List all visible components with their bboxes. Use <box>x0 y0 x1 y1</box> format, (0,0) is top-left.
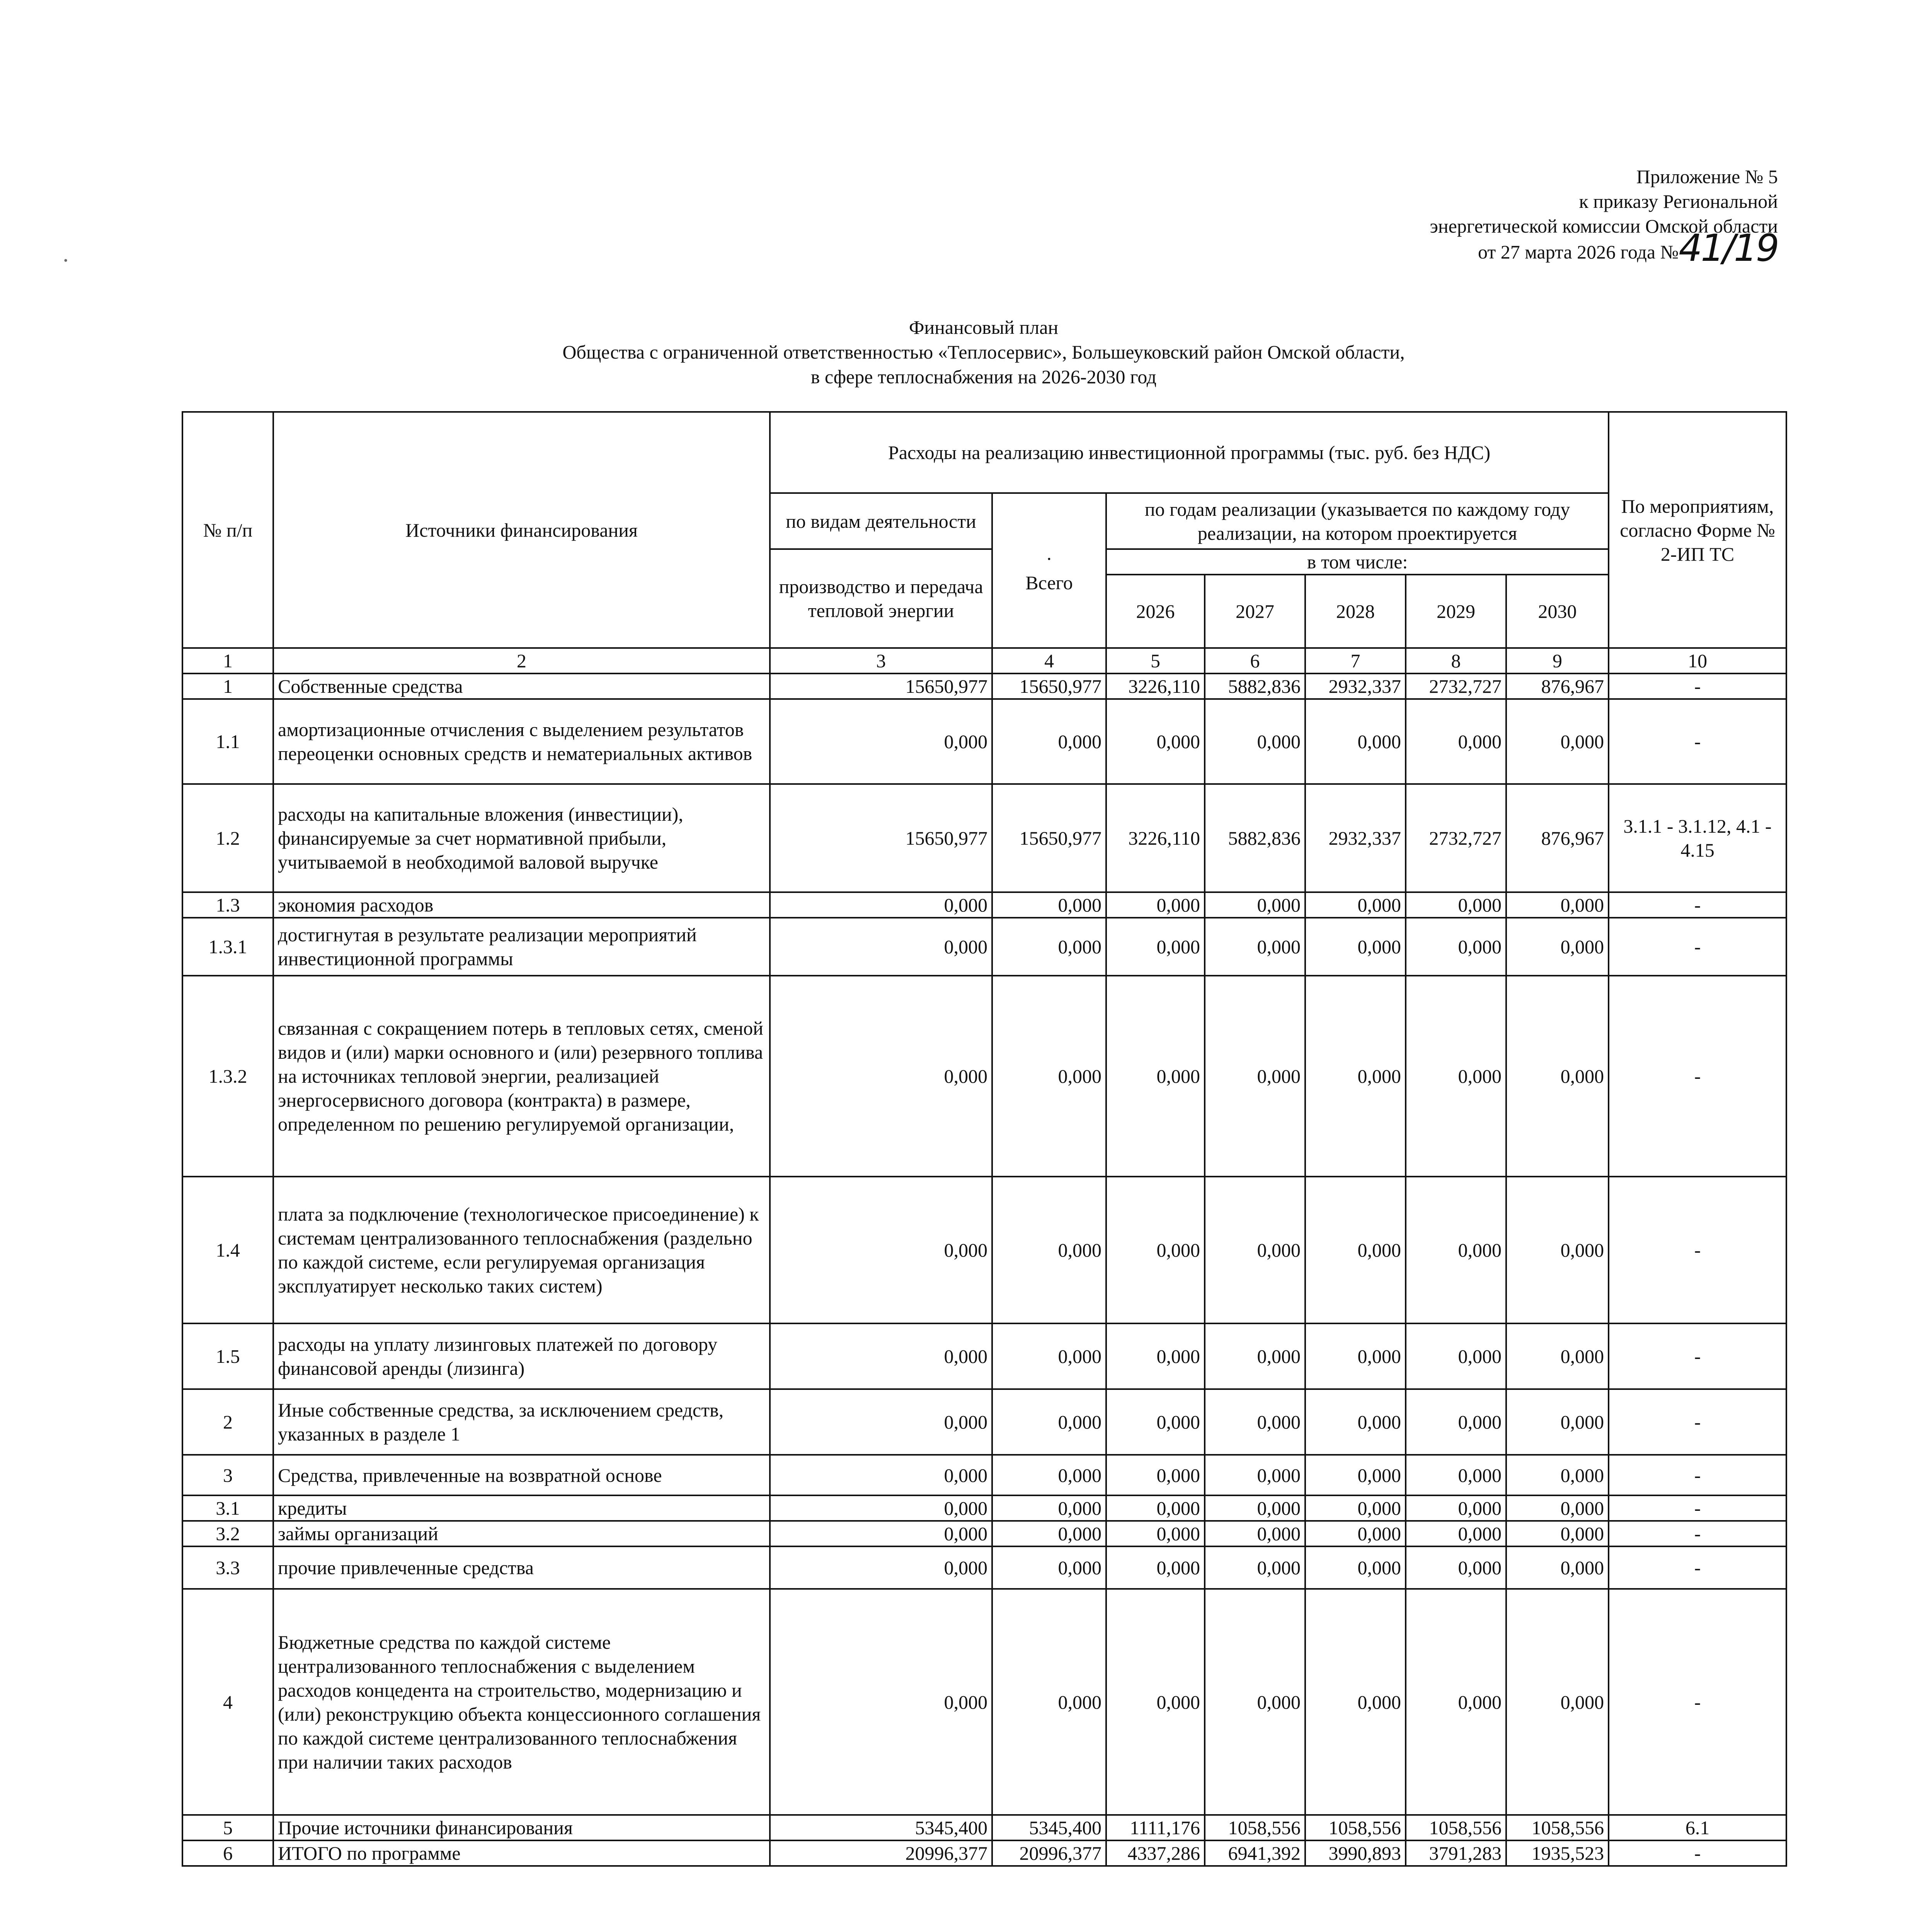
row-number: 3.1 <box>182 1495 273 1521</box>
row-value: 0,000 <box>770 1546 992 1589</box>
row-source-name: экономия расходов <box>273 892 770 918</box>
col-number: 2 <box>273 648 770 673</box>
scan-speck: · <box>62 248 70 273</box>
header-source: Источники финансирования <box>273 412 770 648</box>
row-measure-ref: - <box>1609 918 1786 976</box>
row-number: 1 <box>182 673 273 699</box>
col-number: 1 <box>182 648 273 673</box>
row-value: 5882,836 <box>1205 673 1305 699</box>
row-source-name: Прочие источники финансирования <box>273 1815 770 1840</box>
col-number: 8 <box>1406 648 1506 673</box>
row-source-name: плата за подключение (технологическое присоединение) к системам централизованного теплоснабжения (раздельно по каждой системе, если регулируемая организация эксплуатирует несколько таких систем) <box>273 1177 770 1323</box>
row-value: 2732,727 <box>1406 784 1506 892</box>
row-value: 0,000 <box>1305 1521 1406 1546</box>
row-value: 0,000 <box>992 918 1106 976</box>
row-value: 0,000 <box>1305 1589 1406 1815</box>
row-value: 0,000 <box>1305 1323 1406 1389</box>
row-measure-ref: - <box>1609 1589 1786 1815</box>
row-value: 0,000 <box>1406 976 1506 1177</box>
row-value: 5345,400 <box>770 1815 992 1840</box>
row-value: 1111,176 <box>1106 1815 1205 1840</box>
col-number: 9 <box>1506 648 1609 673</box>
table-row <box>182 784 1786 892</box>
row-value: 0,000 <box>1506 1323 1609 1389</box>
row-value: 15650,977 <box>770 673 992 699</box>
row-value: 1058,556 <box>1406 1815 1506 1840</box>
row-value: 5882,836 <box>1205 784 1305 892</box>
row-value: 0,000 <box>1205 1495 1305 1521</box>
table-row <box>182 1840 1786 1866</box>
row-value: 0,000 <box>992 1323 1106 1389</box>
row-value: 0,000 <box>1305 1546 1406 1589</box>
row-number: 3 <box>182 1455 273 1495</box>
row-number: 1.2 <box>182 784 273 892</box>
row-value: 0,000 <box>1406 1495 1506 1521</box>
row-value: 0,000 <box>992 892 1106 918</box>
row-value: 3226,110 <box>1106 673 1205 699</box>
financial-plan-table <box>182 411 1787 1867</box>
row-number: 1.4 <box>182 1177 273 1323</box>
row-value: 0,000 <box>992 1389 1106 1455</box>
row-value: 1058,556 <box>1205 1815 1305 1840</box>
row-value: 4337,286 <box>1106 1840 1205 1866</box>
row-value: 0,000 <box>1406 1323 1506 1389</box>
row-value: 0,000 <box>1106 1546 1205 1589</box>
row-value: 0,000 <box>992 1521 1106 1546</box>
row-value: 0,000 <box>1106 976 1205 1177</box>
row-source-name: амортизационные отчисления с выделением результатов переоценки основных средств и нематериальных активов <box>273 699 770 784</box>
row-value: 2732,727 <box>1406 673 1506 699</box>
row-number: 5 <box>182 1815 273 1840</box>
row-source-name: Средства, привлеченные на возвратной основе <box>273 1455 770 1495</box>
header-no: № п/п <box>182 412 273 648</box>
title-line-1: Финансовый план <box>909 316 1059 338</box>
row-value: 0,000 <box>770 699 992 784</box>
appendix-block <box>1430 164 1778 270</box>
table-header <box>182 412 1786 673</box>
col-number: 10 <box>1609 648 1786 673</box>
row-value: 0,000 <box>1305 699 1406 784</box>
row-measure-ref: - <box>1609 673 1786 699</box>
row-value: 0,000 <box>1406 1521 1506 1546</box>
table-row <box>182 1815 1786 1840</box>
table-row <box>182 918 1786 976</box>
table-row <box>182 892 1786 918</box>
row-value: 0,000 <box>1205 918 1305 976</box>
row-number: 4 <box>182 1589 273 1815</box>
row-value: 0,000 <box>1506 699 1609 784</box>
row-value: 0,000 <box>1506 918 1609 976</box>
row-value: 3791,283 <box>1406 1840 1506 1866</box>
row-value: 0,000 <box>770 1521 992 1546</box>
appendix-line-3: энергетической комиссии Омской области <box>1430 215 1778 237</box>
row-number: 2 <box>182 1389 273 1455</box>
order-number-handwritten: 41/19 <box>1679 226 1778 270</box>
table-row <box>182 1521 1786 1546</box>
row-measure-ref: - <box>1609 1495 1786 1521</box>
row-value: 0,000 <box>1106 918 1205 976</box>
row-value: 0,000 <box>1106 699 1205 784</box>
row-value: 0,000 <box>1506 1389 1609 1455</box>
row-value: 0,000 <box>992 1177 1106 1323</box>
row-value: 0,000 <box>1406 1546 1506 1589</box>
table-row <box>182 976 1786 1177</box>
document-title <box>182 315 1786 389</box>
row-value: 0,000 <box>1406 1177 1506 1323</box>
row-value: 0,000 <box>1205 1546 1305 1589</box>
row-value: 0,000 <box>770 918 992 976</box>
row-number: 1.1 <box>182 699 273 784</box>
table-body <box>182 673 1786 1866</box>
header-total <box>992 493 1106 648</box>
row-measure-ref: - <box>1609 1389 1786 1455</box>
table-row <box>182 673 1786 699</box>
row-number: 6 <box>182 1840 273 1866</box>
col-number: 3 <box>770 648 992 673</box>
row-value: 0,000 <box>1305 892 1406 918</box>
row-value: 0,000 <box>1305 918 1406 976</box>
row-source-name: прочие привлеченные средства <box>273 1546 770 1589</box>
row-value: 0,000 <box>1106 892 1205 918</box>
row-value: 0,000 <box>1305 976 1406 1177</box>
row-source-name: расходы на уплату лизинговых платежей по договору финансовой аренды (лизинга) <box>273 1323 770 1389</box>
row-measure-ref: - <box>1609 1521 1786 1546</box>
col-number: 6 <box>1205 648 1305 673</box>
row-measure-ref: - <box>1609 1177 1786 1323</box>
row-value: 0,000 <box>770 1389 992 1455</box>
row-value: 2932,337 <box>1305 673 1406 699</box>
row-measure-ref: - <box>1609 1323 1786 1389</box>
row-number: 3.3 <box>182 1546 273 1589</box>
row-number: 1.3.2 <box>182 976 273 1177</box>
row-value: 0,000 <box>1406 1589 1506 1815</box>
row-source-name: достигнутая в результате реализации мероприятий инвестиционной программы <box>273 918 770 976</box>
col-number: 5 <box>1106 648 1205 673</box>
title-line-3: в сфере теплоснабжения на 2026-2030 год <box>810 366 1157 388</box>
row-measure-ref: - <box>1609 1455 1786 1495</box>
row-value: 0,000 <box>770 1495 992 1521</box>
row-value: 0,000 <box>1106 1589 1205 1815</box>
row-value: 0,000 <box>992 699 1106 784</box>
table-row <box>182 1589 1786 1815</box>
row-source-name: Бюджетные средства по каждой системе централизованного теплоснабжения с выделением расходов концедента на строительство, модернизацию и (или) реконструкцию объекта концессионного соглашения по каждой системе централизованного теплоснабжения при наличии таких расходов <box>273 1589 770 1815</box>
row-measure-ref: - <box>1609 1546 1786 1589</box>
header-including: в том числе: <box>1106 549 1609 575</box>
row-measure-ref: 3.1.1 - 3.1.12, 4.1 - 4.15 <box>1609 784 1786 892</box>
row-value: 0,000 <box>1305 1389 1406 1455</box>
header-year-2030: 2030 <box>1506 575 1609 648</box>
appendix-line-1: Приложение № 5 <box>1636 166 1778 187</box>
row-value: 0,000 <box>770 1323 992 1389</box>
row-value: 0,000 <box>1205 1323 1305 1389</box>
row-value: 3990,893 <box>1305 1840 1406 1866</box>
header-year-2026: 2026 <box>1106 575 1205 648</box>
row-value: 15650,977 <box>770 784 992 892</box>
table-row <box>182 1546 1786 1589</box>
table-row <box>182 1455 1786 1495</box>
table-row <box>182 699 1786 784</box>
row-value: 15650,977 <box>992 784 1106 892</box>
row-value: 0,000 <box>1406 1389 1506 1455</box>
row-source-name: ИТОГО по программе <box>273 1840 770 1866</box>
row-value: 876,967 <box>1506 673 1609 699</box>
row-source-name: кредиты <box>273 1495 770 1521</box>
row-value: 0,000 <box>1305 1177 1406 1323</box>
header-total-label: Всего <box>1025 571 1073 594</box>
row-value: 0,000 <box>1205 1389 1305 1455</box>
col-number: 7 <box>1305 648 1406 673</box>
row-value: 1058,556 <box>1305 1815 1406 1840</box>
row-value: 0,000 <box>1506 976 1609 1177</box>
row-value: 15650,977 <box>992 673 1106 699</box>
table-row <box>182 1177 1786 1323</box>
row-value: 0,000 <box>1506 892 1609 918</box>
row-number: 1.3.1 <box>182 918 273 976</box>
row-value: 0,000 <box>1506 1495 1609 1521</box>
row-value: 0,000 <box>1106 1521 1205 1546</box>
row-value: 0,000 <box>1205 1177 1305 1323</box>
row-value: 0,000 <box>1506 1589 1609 1815</box>
row-value: 0,000 <box>1305 1495 1406 1521</box>
appendix-date: от 27 марта 2026 года № <box>1478 241 1679 263</box>
header-production: производство и передача тепловой энергии <box>770 549 992 648</box>
row-source-name: расходы на капитальные вложения (инвестиции), финансируемые за счет нормативной прибыли, учитываемой в необходимой валовой выручке <box>273 784 770 892</box>
header-year-2027: 2027 <box>1205 575 1305 648</box>
row-value: 0,000 <box>1205 1521 1305 1546</box>
header-by-years: по годам реализации (указывается по каждому году реализации, на котором проектируется <box>1106 493 1609 549</box>
header-measures: По мероприятиям, согласно Форме № 2-ИП ТС <box>1609 412 1786 648</box>
row-source-name: Собственные средства <box>273 673 770 699</box>
row-value: 0,000 <box>1106 1389 1205 1455</box>
row-number: 1.3 <box>182 892 273 918</box>
table-row <box>182 1323 1786 1389</box>
row-value: 0,000 <box>992 1546 1106 1589</box>
title-line-2: Общества с ограниченной ответственностью «Теплосервис», Большеуковский район Омской области, <box>562 341 1405 363</box>
row-value: 2932,337 <box>1305 784 1406 892</box>
row-value: 0,000 <box>1406 699 1506 784</box>
header-by-activity: по видам деятельности <box>770 493 992 549</box>
row-value: 0,000 <box>1106 1455 1205 1495</box>
row-value: 876,967 <box>1506 784 1609 892</box>
appendix-line-2: к приказу Региональной <box>1579 190 1778 212</box>
row-value: 0,000 <box>1506 1521 1609 1546</box>
row-value: 0,000 <box>1205 1589 1305 1815</box>
row-measure-ref: 6.1 <box>1609 1815 1786 1840</box>
row-value: 0,000 <box>1106 1177 1205 1323</box>
row-value: 0,000 <box>992 1455 1106 1495</box>
row-value: 0,000 <box>1406 892 1506 918</box>
row-value: 0,000 <box>1406 918 1506 976</box>
col-number: 4 <box>992 648 1106 673</box>
row-value: 0,000 <box>1506 1455 1609 1495</box>
row-measure-ref: - <box>1609 892 1786 918</box>
row-value: 0,000 <box>1205 699 1305 784</box>
row-value: 0,000 <box>1205 1455 1305 1495</box>
row-value: 0,000 <box>992 1589 1106 1815</box>
table-row <box>182 1389 1786 1455</box>
row-value: 0,000 <box>770 1455 992 1495</box>
row-measure-ref: - <box>1609 699 1786 784</box>
row-value: 20996,377 <box>992 1840 1106 1866</box>
row-source-name: Иные собственные средства, за исключением средств, указанных в разделе 1 <box>273 1389 770 1455</box>
header-year-2028: 2028 <box>1305 575 1406 648</box>
row-number: 3.2 <box>182 1521 273 1546</box>
row-value: 0,000 <box>992 976 1106 1177</box>
row-value: 1058,556 <box>1506 1815 1609 1840</box>
row-value: 6941,392 <box>1205 1840 1305 1866</box>
header-year-2029: 2029 <box>1406 575 1506 648</box>
column-numbers-row <box>182 648 1786 673</box>
row-value: 0,000 <box>770 1589 992 1815</box>
row-value: 20996,377 <box>770 1840 992 1866</box>
row-value: 1935,523 <box>1506 1840 1609 1866</box>
row-measure-ref: - <box>1609 976 1786 1177</box>
row-value: 0,000 <box>1506 1546 1609 1589</box>
row-value: 0,000 <box>1106 1495 1205 1521</box>
row-value: 0,000 <box>1106 1323 1205 1389</box>
row-value: 0,000 <box>770 892 992 918</box>
header-expenses: Расходы на реализацию инвестиционной программы (тыс. руб. без НДС) <box>770 412 1609 493</box>
row-value: 0,000 <box>770 976 992 1177</box>
row-value: 0,000 <box>770 1177 992 1323</box>
row-measure-ref: - <box>1609 1840 1786 1866</box>
row-number: 1.5 <box>182 1323 273 1389</box>
row-value: 3226,110 <box>1106 784 1205 892</box>
row-source-name: связанная с сокращением потерь в тепловых сетях, сменой видов и (или) марки основного и (или) резервного топлива на источниках тепловой энергии, реализацией энергосервисного договора (контракта) в размере, определенном по решению регулируемой организации, <box>273 976 770 1177</box>
row-value: 5345,400 <box>992 1815 1106 1840</box>
table-row <box>182 1495 1786 1521</box>
header-dot: · <box>1046 548 1052 570</box>
row-value: 0,000 <box>1205 976 1305 1177</box>
row-value: 0,000 <box>1406 1455 1506 1495</box>
row-value: 0,000 <box>1506 1177 1609 1323</box>
row-value: 0,000 <box>1205 892 1305 918</box>
row-source-name: займы организаций <box>273 1521 770 1546</box>
row-value: 0,000 <box>992 1495 1106 1521</box>
row-value: 0,000 <box>1305 1455 1406 1495</box>
